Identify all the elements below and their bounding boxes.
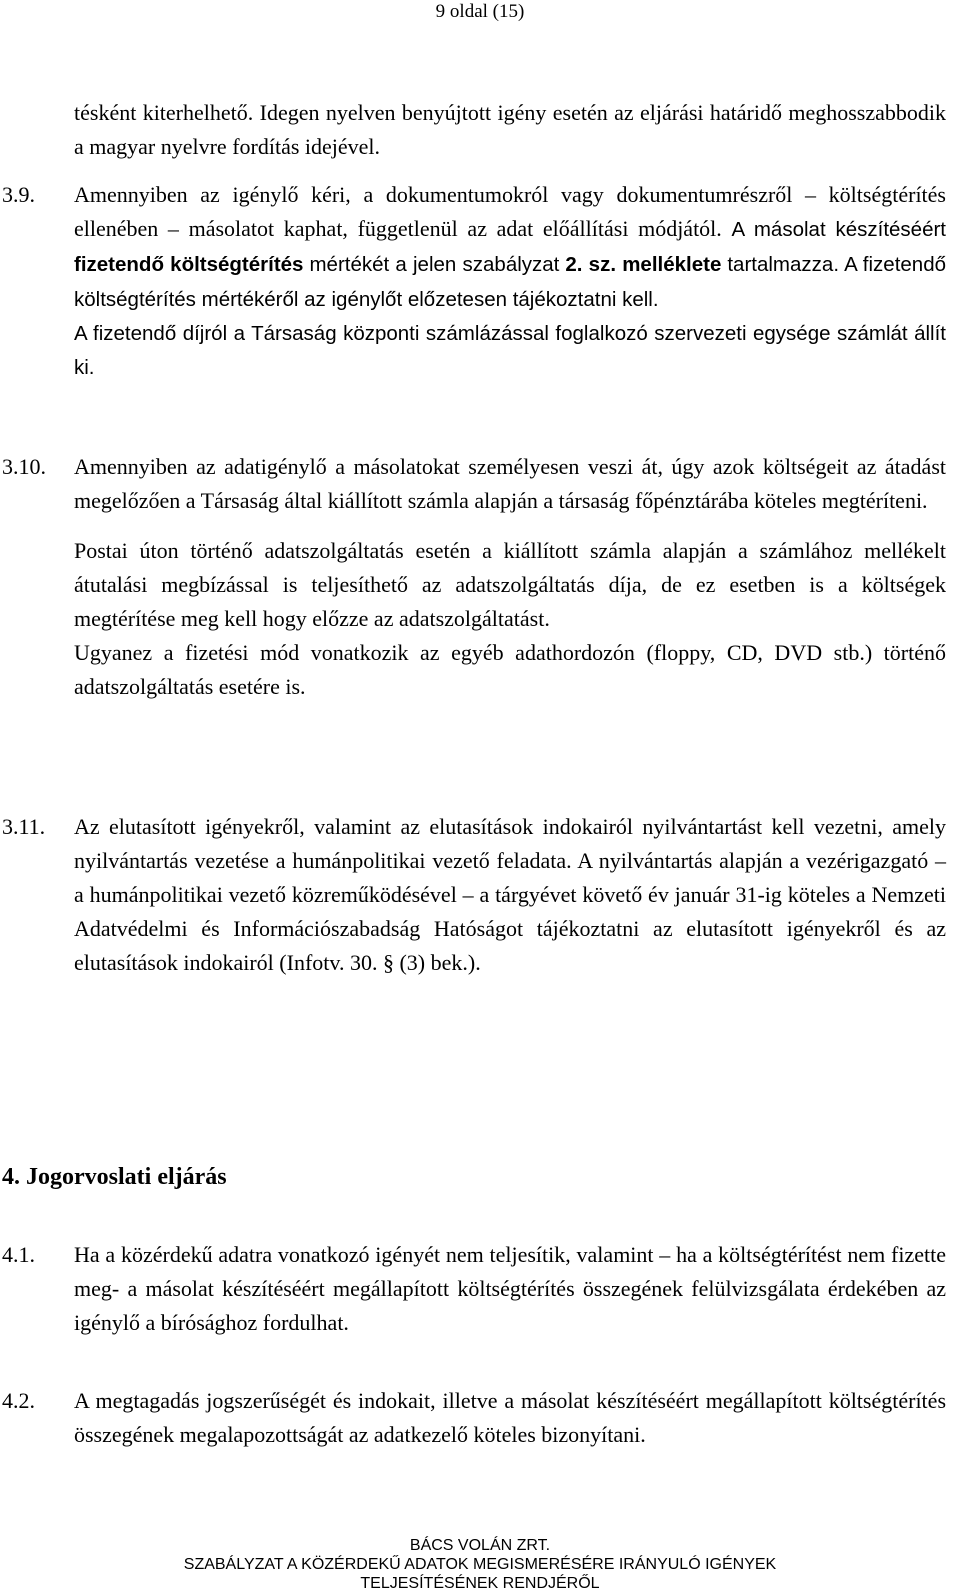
- section-number: 4.1.: [2, 1242, 35, 1267]
- footer-title-line2: TELJESÍTÉSÉNEK RENDJÉRŐL: [360, 1575, 600, 1592]
- section-text-b: mértékét a jelen szabályzat: [309, 253, 560, 276]
- section-text-serif: Amennyiben az igénylő kéri, a dokumentumokról vagy dokumentumrészről – költségtérítés ellenében – másolatot kaphat, függetlenül az adat előállítási módjától.: [74, 182, 946, 241]
- section-heading: 4. Jogorvoslati eljárás: [2, 1164, 227, 1190]
- bold-fee-term: fizetendő költségtérítés: [74, 253, 304, 276]
- section-number: 4.2.: [2, 1388, 35, 1413]
- footer-company: BÁCS VOLÁN ZRT.: [409, 1537, 551, 1554]
- section-text-c: tartalmazza. A fizetendő költségtérítés mértékéről az igénylőt előzetesen tájékoztatni kell.: [74, 253, 947, 311]
- section-body: [74, 450, 946, 704]
- page-number: 9 oldal (15): [435, 1, 525, 22]
- section-number: 3.10.: [2, 454, 46, 479]
- section-body: Az elutasított igényekről, valamint az elutasítások indokairól nyilvántartást kell vezetni, amely nyilvántartás vezetése a humánpolitikai vezető feladata. A nyilvántartás alapján a vezérigazgató – a humánpolitikai vezető közreműködésével – a tárgyévet követő év január 31-ig köteles a Nemzeti Adatvédelmi és Információszabadság Hatóságot tájékoztatni az elutasított igényekről és az elutasítások indokairól (Infotv. 30. § (3) bek.).: [74, 814, 946, 975]
- section-text-a: A másolat készítéséért: [731, 218, 947, 241]
- footer: [0, 1536, 960, 1593]
- bold-annex-ref: 2. sz. melléklete: [565, 253, 722, 276]
- section-body: [74, 178, 946, 385]
- paragraph: Postai úton történő adatszolgáltatás esetén a kiállított számla alapján a számlához mellékelt átutalási megbízással is teljesíthető az adatszolgáltatás díja, de ez esetben is a költségek megtérítése meg kell hogy előzze az adatszolgáltatást.: [74, 538, 946, 631]
- section-body: A megtagadás jogszerűségét és indokait, illetve a másolat készítéséért megállapított költségtérítés összegének megalapozottságát az adatkezelő köteles bizonyítani.: [74, 1388, 946, 1447]
- paragraph: Ugyanez a fizetési mód vonatkozik az egyéb adathordozón (floppy, CD, DVD stb.) történő adatszolgáltatás esetére is.: [74, 640, 946, 699]
- section-text-d: A fizetendő díjról a Társaság központi számlázással foglalkozó szervezeti egysége számlát állít ki.: [74, 322, 946, 379]
- section-body: Ha a közérdekű adatra vonatkozó igényét nem teljesítik, valamint – ha a költségtérítést nem fizette meg- a másolat készítéséért megállapított költségtérítés összegének felülvizsgálata érdekében az igénylő a bírósághoz fordulhat.: [74, 1242, 946, 1335]
- section-number: 3.11.: [2, 814, 46, 839]
- continuation-text: tésként kiterhelhető. Idegen nyelven benyújtott igény esetén az eljárási határidő meghosszabbodik a magyar nyelvre fordítás idejével.: [74, 100, 946, 159]
- footer-title-line1: SZABÁLYZAT A KÖZÉRDEKŰ ADATOK MEGISMERÉSÉRE IRÁNYULÓ IGÉNYEK: [183, 1556, 777, 1573]
- paragraph: Amennyiben az adatigénylő a másolatokat személyesen veszi át, úgy azok költségeit az átadást megelőzően a Társaság által kiállított számla alapján a társaság főpénztárába köteles megtéríteni.: [74, 454, 946, 513]
- section-number: 3.9.: [2, 182, 35, 207]
